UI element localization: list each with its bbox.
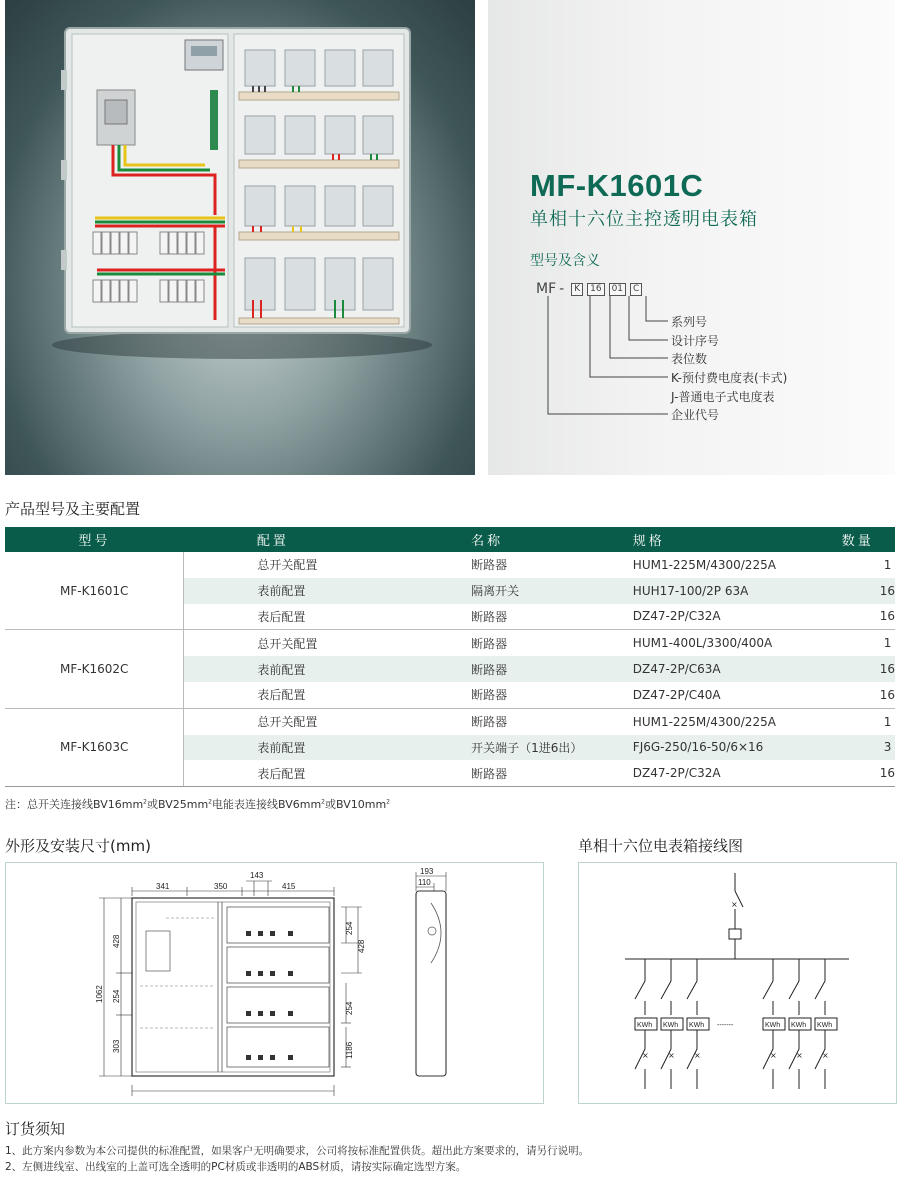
qty-value: 16 <box>879 609 895 624</box>
wiring-diagram-frame <box>578 862 897 1104</box>
note-sup: 2 <box>386 798 390 806</box>
code-box-series-suffix: C <box>630 283 642 296</box>
name-cell: 断路器 <box>471 715 508 730</box>
note-text: 或BV25mm <box>147 798 209 811</box>
spec-cell: DZ47-2P/C32A <box>633 604 842 630</box>
code-label-company: 企业代号 <box>671 408 720 422</box>
name-cell: 断路器 <box>471 604 633 630</box>
dim-193: 193 <box>420 867 434 876</box>
header-model: 型号 <box>5 527 184 552</box>
qty-cell <box>842 735 895 761</box>
note-text: 或BV10mm <box>325 798 387 811</box>
dimensions-title: 外形及安装尺寸(mm) <box>5 837 151 855</box>
qty-cell <box>842 760 895 786</box>
code-box-positions: 16 <box>587 283 604 296</box>
table-header-row <box>5 527 895 552</box>
config-cell: 表前配置 <box>184 578 471 604</box>
code-label-type-j: J-普通电子式电度表 <box>671 390 775 404</box>
dim-415: 415 <box>282 882 296 891</box>
name-cell: 断路器 <box>471 636 508 651</box>
order-item: 1、此方案内参数为本公司提供的标准配置，如果客户无明确要求，公司将按标准配置供货。超出此方案要求的，请另行说明。 <box>5 1145 590 1157</box>
spec-cell: DZ47-2P/C63A <box>633 656 842 682</box>
note-text: 注：总开关连接线BV16mm <box>5 798 144 811</box>
dim-254-right-bottom: 1186 <box>345 1041 354 1059</box>
code-label-positions: 表位数 <box>671 352 708 366</box>
svg-text:×: × <box>668 1051 675 1060</box>
qty-value: 16 <box>879 662 895 677</box>
dim-143: 143 <box>250 871 264 880</box>
spec-cell: FJ6G-250/16-50/6×16 <box>633 735 842 761</box>
product-title: MF-K1601C <box>530 168 704 203</box>
code-dash: - <box>559 281 565 297</box>
spec-table <box>5 527 895 787</box>
dimension-drawing-frame <box>5 862 544 1104</box>
name-cell: 断路器 <box>471 760 633 786</box>
order-item: 2、左侧进线室、出线室的上盖可选全透明的PC材质或非透明的ABS材质，请按实际确定选型方案。 <box>5 1161 467 1173</box>
table-row <box>5 552 895 578</box>
meter-label: KWh <box>791 1022 807 1029</box>
dimension-drawing <box>6 863 543 1103</box>
config-cell: 表后配置 <box>184 760 471 786</box>
qty-value: 1 <box>883 557 892 572</box>
config-cell: 总开关配置 <box>257 636 318 651</box>
meter-label: KWh <box>663 1022 679 1029</box>
svg-text:×: × <box>642 1051 649 1060</box>
product-photo <box>5 0 475 475</box>
table-section-title: 产品型号及主要配置 <box>5 500 141 518</box>
qty-cell <box>842 656 895 682</box>
dim-1062: 1062 <box>95 985 104 1003</box>
note-sup: 2 <box>321 798 325 806</box>
svg-text:×: × <box>731 900 738 909</box>
qty-cell <box>842 604 895 630</box>
note-sup: 2 <box>143 798 147 806</box>
code-box-series: K <box>571 283 583 296</box>
dim-341: 341 <box>156 882 170 891</box>
code-prefix: MF <box>536 281 557 297</box>
qty-cell <box>842 578 895 604</box>
name-cell: 隔离开关 <box>471 578 633 604</box>
dim-350: 350 <box>214 882 228 891</box>
dim-428-right: 428 <box>357 939 366 953</box>
qty-cell <box>842 708 895 734</box>
spec-cell: HUM1-400L/3300/400A <box>632 636 773 651</box>
qty-value: 1 <box>883 714 892 729</box>
model-cell: MF-K1601C <box>5 552 184 630</box>
config-cell: 表后配置 <box>184 682 471 708</box>
name-cell: 断路器 <box>471 682 633 708</box>
meter-box-illustration <box>5 0 475 475</box>
code-box-design: 01 <box>609 283 626 296</box>
note-text: 电能表连接线BV6mm <box>212 798 322 811</box>
qty-value: 1 <box>883 636 892 651</box>
wiring-note <box>5 796 390 812</box>
name-cell: 断路器 <box>471 558 508 573</box>
header-config: 配置 <box>184 527 471 552</box>
svg-text:×: × <box>694 1051 701 1060</box>
code-label-type-k: K-预付费电度表(卡式) <box>671 371 788 385</box>
wiring-diagram <box>579 863 896 1103</box>
table-row <box>5 708 895 734</box>
code-label-series: 系列号 <box>671 315 708 329</box>
model-cell: MF-K1603C <box>5 708 184 786</box>
header-spec: 规格 <box>633 527 842 552</box>
meter-ellipsis: ------- <box>717 1022 734 1029</box>
dim-428-left: 428 <box>112 934 121 948</box>
qty-cell <box>842 682 895 708</box>
dim-303-left: 303 <box>112 1039 121 1053</box>
table-row <box>5 630 895 656</box>
meter-label: KWh <box>637 1022 653 1029</box>
name-cell: 断路器 <box>471 656 633 682</box>
spec-cell: HUM1-225M/4300/225A <box>632 714 776 729</box>
code-label-design: 设计序号 <box>671 334 720 348</box>
spec-cell: HUH17-100/2P 63A <box>633 578 842 604</box>
header-name: 名称 <box>471 527 633 552</box>
dim-254-left: 254 <box>112 989 121 1003</box>
qty-value: 16 <box>879 583 895 598</box>
dim-110: 110 <box>418 878 431 887</box>
qty-cell <box>842 552 895 578</box>
product-subtitle: 单相十六位主控透明电表箱 <box>530 209 758 230</box>
svg-text:×: × <box>822 1051 829 1060</box>
config-cell: 表前配置 <box>184 735 471 761</box>
config-cell: 表前配置 <box>184 656 471 682</box>
wiring-title: 单相十六位电表箱接线图 <box>578 837 744 855</box>
config-cell: 总开关配置 <box>257 558 318 573</box>
note-sup: 2 <box>208 798 212 806</box>
qty-value: 16 <box>879 766 895 781</box>
config-cell: 总开关配置 <box>257 715 318 730</box>
meter-label: KWh <box>765 1022 781 1029</box>
dim-254-right-mid: 254 <box>345 1001 354 1015</box>
meter-label: KWh <box>817 1022 833 1029</box>
qty-value: 3 <box>883 740 892 755</box>
meter-label: KWh <box>689 1022 705 1029</box>
spec-cell: DZ47-2P/C40A <box>633 682 842 708</box>
model-cell: MF-K1602C <box>5 630 184 708</box>
qty-value: 16 <box>879 687 895 702</box>
spec-cell: HUM1-225M/4300/225A <box>632 557 776 572</box>
spec-cell: DZ47-2P/C32A <box>633 760 842 786</box>
model-meaning-heading: 型号及含义 <box>530 253 600 269</box>
qty-cell <box>842 630 895 656</box>
svg-text:×: × <box>770 1051 777 1060</box>
header-qty: 数量 <box>842 527 895 552</box>
svg-text:×: × <box>796 1051 803 1060</box>
name-cell: 开关端子（1进6出） <box>471 735 633 761</box>
config-cell: 表后配置 <box>184 604 471 630</box>
dim-254-right-top: 254 <box>345 921 354 935</box>
model-panel <box>488 0 895 475</box>
order-title: 订货须知 <box>5 1120 66 1138</box>
